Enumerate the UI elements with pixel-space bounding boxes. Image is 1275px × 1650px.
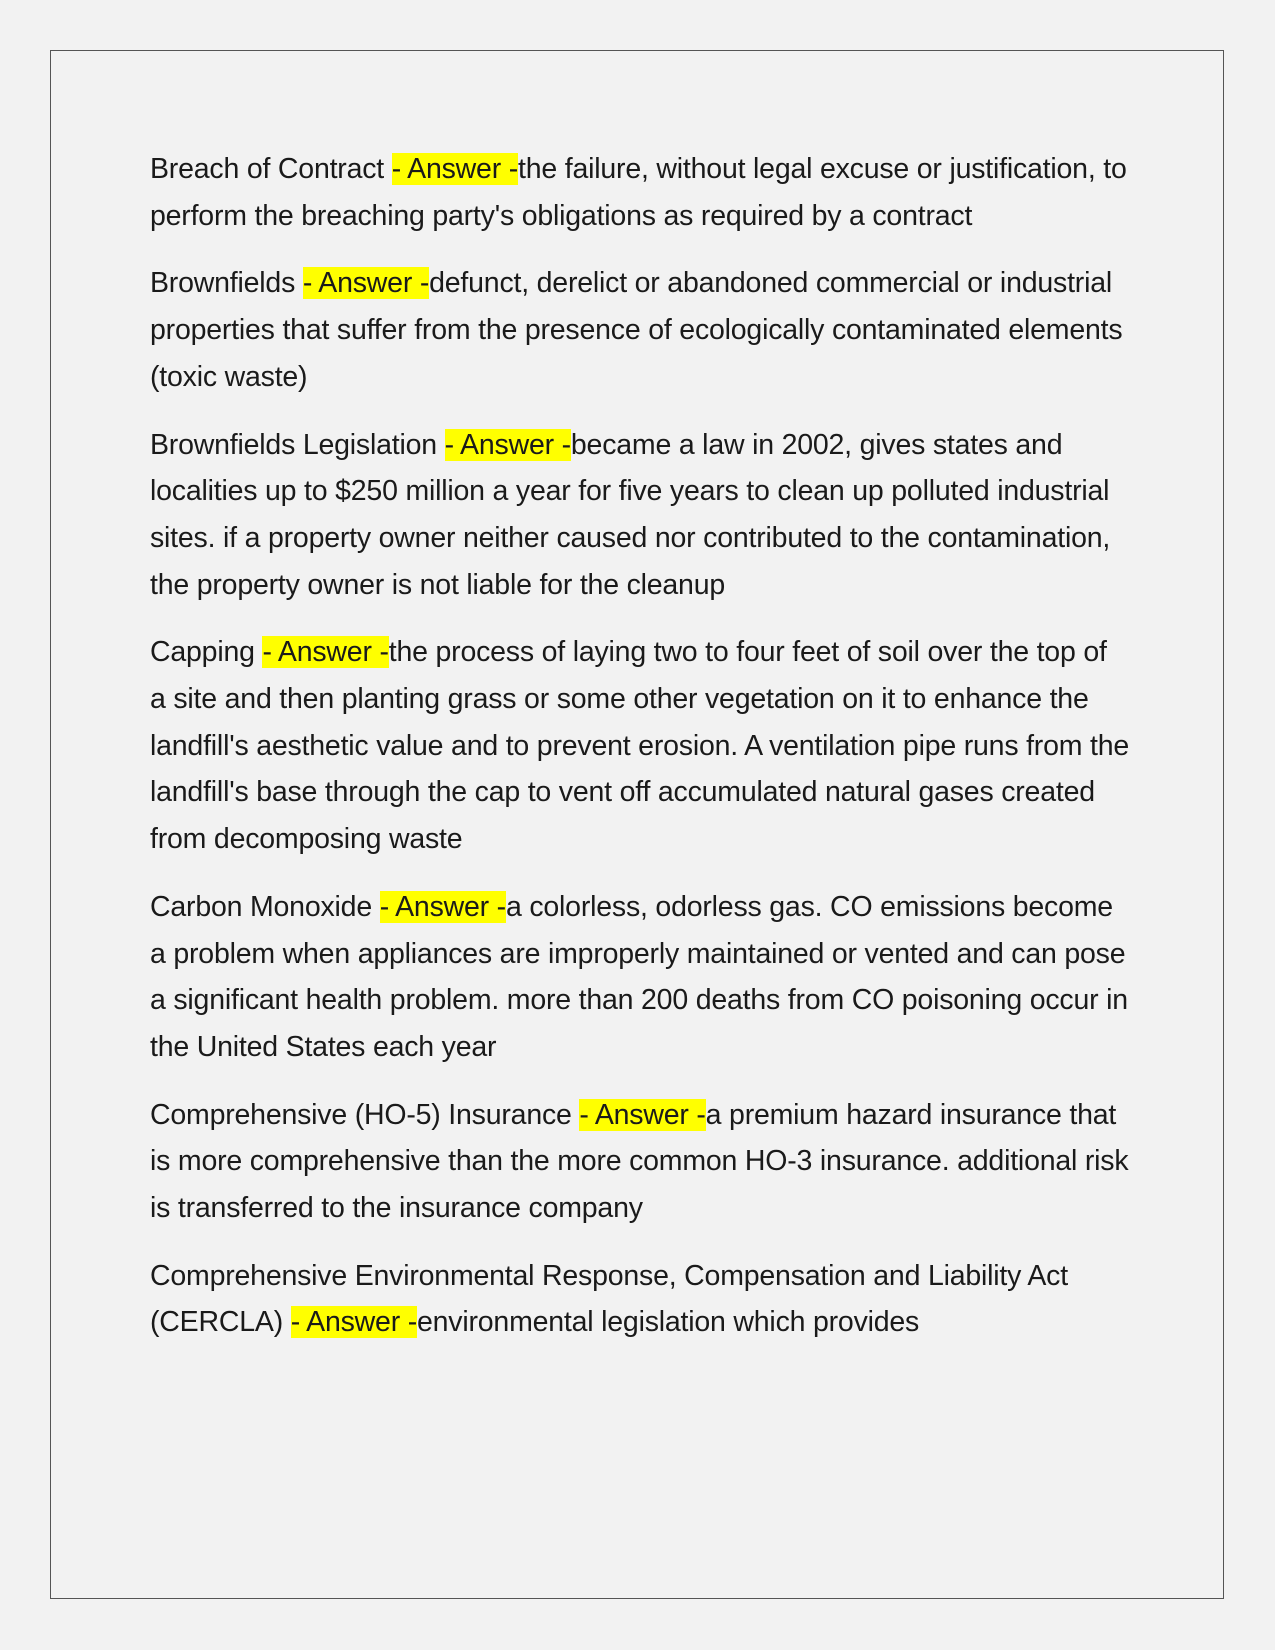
answer-separator: - Answer - [262, 636, 389, 669]
definition: defunct, derelict or abandoned commercial or industrial properties that suffer from the presence of ecologically contaminated elements (toxic waste) [150, 267, 1123, 393]
term: Carbon Monoxide [150, 890, 380, 923]
flashcard-entry [150, 146, 1130, 239]
term: Comprehensive Environmental Response, Compensation and Liability Act (CERCLA) [150, 1259, 1068, 1339]
term: Brownfields Legislation [150, 428, 445, 461]
definition: environmental legislation which provides [417, 1306, 920, 1339]
term: Breach of Contract [150, 153, 392, 185]
answer-separator: - Answer - [579, 1098, 706, 1131]
flashcard-entry [150, 629, 1130, 863]
term: Comprehensive (HO-5) Insurance [150, 1098, 580, 1131]
definition: a premium hazard insurance that is more comprehensive than the more common HO-3 insurance. additional risk is transferred to the insurance company [150, 1098, 1129, 1225]
flashcard-list [150, 146, 1130, 1367]
answer-separator: - Answer - [379, 890, 506, 923]
answer-separator: - Answer - [391, 153, 519, 185]
flashcard-entry [150, 1092, 1130, 1232]
flashcard-entry [150, 1253, 1130, 1346]
flashcard-entry [150, 260, 1130, 400]
flashcard-entry [150, 422, 1130, 609]
answer-separator: - Answer - [444, 428, 571, 461]
answer-separator: - Answer - [302, 267, 430, 300]
flashcard-entry [150, 884, 1130, 1071]
answer-separator: - Answer - [290, 1306, 417, 1339]
definition: the failure, without legal excuse or justification, to perform the breaching party's obligations as required by a contract [150, 153, 1127, 232]
term: Capping [150, 636, 263, 669]
definition: the process of laying two to four feet of soil over the top of a site and then planting grass or some other vegetation on it to enhance the landfill's aesthetic value and to prevent erosion. A ventilation pipe runs from the landfill's base through the cap to vent off accumulated natural gases created from decomposing waste [150, 636, 1130, 856]
term: Brownfields [150, 267, 303, 300]
definition: a colorless, odorless gas. CO emissions become a problem when appliances are improperly maintained or vented and can pose a significant health problem. more than 200 deaths from CO poisoning occur in the United States each year [150, 890, 1128, 1063]
definition: became a law in 2002, gives states and localities up to $250 million a year for five years to clean up polluted industrial sites. if a property owner neither caused nor contributed to the contamination, the property owner is not liable for the cleanup [150, 428, 1111, 601]
